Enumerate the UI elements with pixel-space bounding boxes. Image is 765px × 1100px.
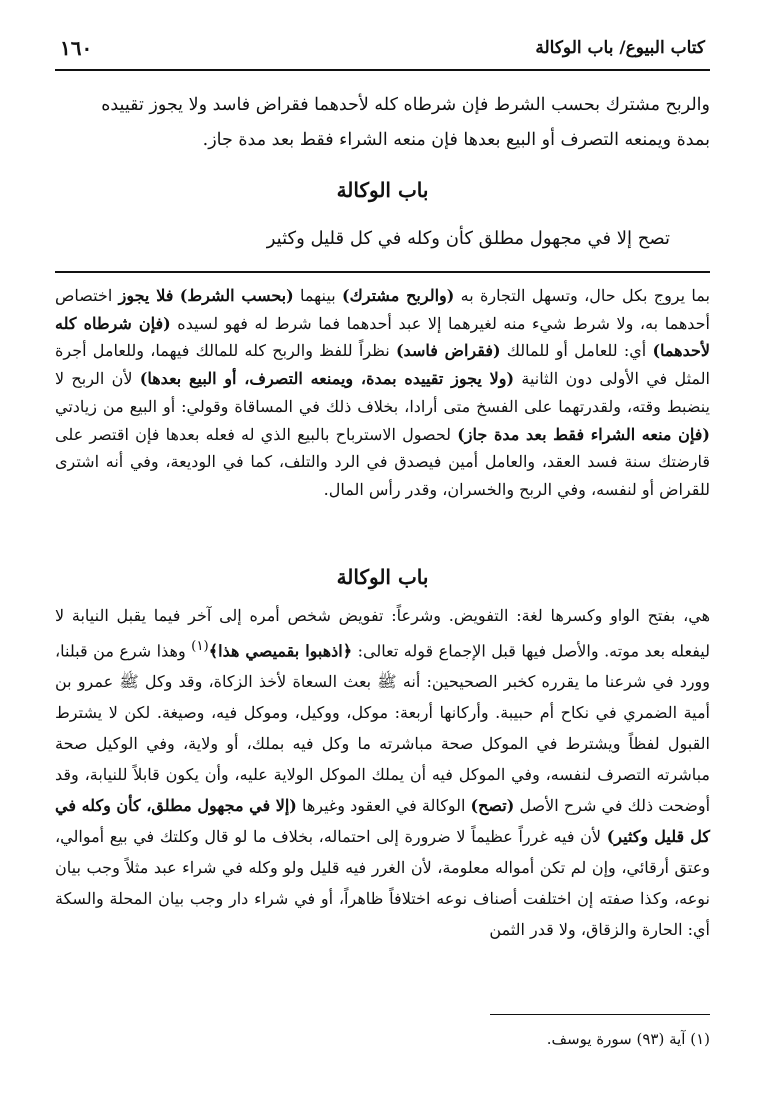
header-rule	[55, 69, 710, 71]
running-header	[60, 36, 705, 66]
commentary-paragraph: هي، بفتح الواو وكسرها لغة: التفويض. وشرعاً: تفويض شخص أمره إلى آخر فيما يقبل النيابة لا ليفعله بعد موته. والأصل فيها قبل الإجماع قوله تعالى: ﴿اذهبوا بقميصي هذا﴾$^{(١)}$ وهذا شرع من قبلنا، وورد في شرعنا ما يقرره كخبر الصحيحين: أنه ﷺ بعث السعاة لأخذ الزكاة، وقد وكل ﷺ عمرو بن أمية الضمري في نكاح أم حبيبة. وأركانها أربعة: موكل، ووكيل، وموكل فيه، وصيغة. لكن لا يشترط القبول لفظاً ويشترط في الموكل صحة مباشرته ما وكل فيه بملك، أو ولاية، وفي الوكيل صحة مباشرته التصرف لنفسه، وفي الموكل فيه أن يملك الموكل الولاية عليه، وأن يكون قابلاً للنيابة، وقد أوضحت ذلك في شرح الأصل (تصح) الوكالة في العقود وغيرها (إلا في مجهول مطلق، كأن وكله في كل قليل وكثير) لأن فيه غرراً عظيماً لا ضرورة إلى احتماله، بخلاف ما لو قال وكلتك في بيع أموالي، وعتق أرقائي، وإن لم تكن أمواله معلومة، لأن الغرر فيه قليل ولو وكله في شراء عبد مثلاً وجب بيان نوعه، وكذا صفته إن اختلفت أصناف نوعه اختلافاً ظاهراً، أو في شراء دار وجب بيان المحلة والسكة أي: الحارة والزقاق، ولا قدر الثمن	[55, 606, 711, 940]
quoted-matn: فلا يجوز	[118, 286, 174, 305]
commentary-block-1	[55, 282, 710, 504]
matn-line: والربح مشترك بحسب الشرط فإن شرطاه كله لأحدهما فقراض فاسد ولا يجوز تقييده	[101, 95, 710, 115]
quoted-matn: (بحسب الشرط)	[179, 286, 294, 305]
quoted-matn: (والربح مشترك)	[342, 286, 455, 305]
matn-top	[55, 88, 710, 158]
footnote: (١) آية (٩٣) سورة يوسف.	[546, 1030, 710, 1048]
quoted-matn: (فإن منعه الشراء فقط بعد مدة جاز)	[457, 424, 711, 444]
matn-line: بمدة ويمنعه التصرف أو البيع بعدها فإن منعه الشراء فقط بعد مدة جاز.	[202, 130, 710, 150]
quoted-matn: (فقراض فاسد)	[395, 341, 501, 361]
footnote-marker: (١)	[191, 639, 209, 654]
commentary-paragraph: بما يروج بكل حال، وتسهل التجارة به (والربح مشترك) بينهما (بحسب الشرط) فلا يجوز اختصاص أحدهما به، ولا شرط شيء منه لغيرهما إلا عبد أحدهما فما شرط له فهو لسيده (فإن شرطاه كله لأحدهما) أي: للعامل أو للمالك (فقراض فاسد) نظراً للفظ والربح كله للمالك فيهما، وللعامل أجرة المثل في الأولى دون الثانية (ولا يجوز تقييده بمدة، ويمنعه التصرف، أو البيع بعدها) لأن الربح لا ينضبط وقته، ولقدرتهما على الفسخ متى أرادا، بخلاف ذلك في المساقاة وقولي: أو البيع من زيادتي (فإن منعه الشراء فقط بعد مدة جاز) لحصول الاسترباح بالبيع الذي له فعله بعدها فإن اقتصر على قارضتك سنة فسد العقد، والعامل أمين فيصدق في الرد والتلف، كما في الوديعة، وفي أنه اشترى للقراض أو لنفسه، وفي الربح والخسران، وقدر رأس المال.	[55, 286, 711, 499]
section-heading-2: باب الوكالة	[336, 565, 429, 589]
footnote-rule	[490, 1014, 710, 1015]
quoted-matn: (ولا يجوز تقييده بمدة، ويمنعه التصرف، أو البيع بعدها)	[139, 369, 515, 389]
section-heading: باب الوكالة	[336, 178, 429, 202]
quoted-matn: (فإن شرطاه كله لأحدهما)	[55, 313, 710, 361]
matn-wakala-line: تصح إلا في مجهول مطلق كأن وكله في كل قليل وكثير	[266, 228, 670, 249]
quran-quote: ﴿اذهبوا بقميصي هذا﴾	[208, 641, 353, 661]
matn-sharh-separator	[55, 271, 710, 273]
quoted-matn: (إلا في مجهول مطلق، كأن وكله في كل قليل وكثير)	[55, 796, 711, 847]
commentary-block-2	[55, 600, 710, 945]
page-number: ١٦٠	[60, 36, 93, 60]
quoted-matn: (تصح)	[470, 796, 515, 816]
running-title: كتاب البيوع/ باب الوكالة	[535, 38, 705, 58]
